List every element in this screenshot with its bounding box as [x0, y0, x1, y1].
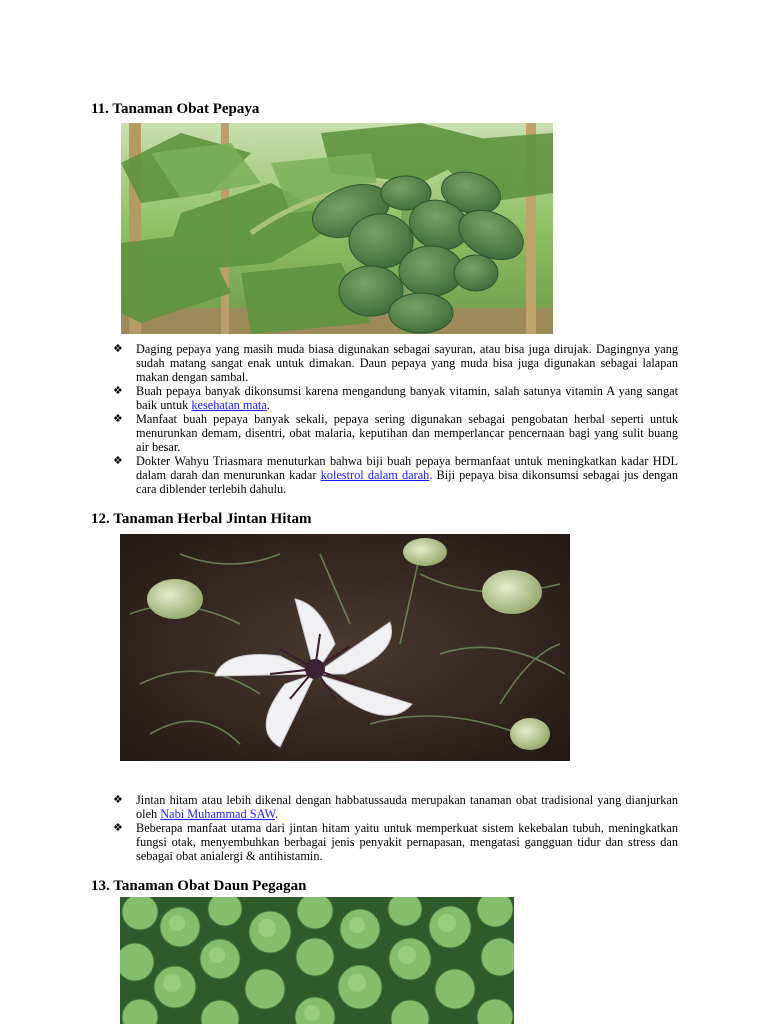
- list-item: ❖ Manfaat buah pepaya banyak sekali, pepaya sering digunakan sebagai pengobatan herbal seperti untuk menurunkan demam, disentri, obat malaria, keputihan dan memperlancar pencernaan bagi yang sulit buang air besar.: [113, 412, 678, 454]
- section-11-bullet-list: [112, 342, 678, 496]
- link-kolestrol-dalam-darah[interactable]: kolestrol dalam darah: [320, 468, 430, 482]
- list-item: ❖ Buah pepaya banyak dikonsumsi karena mengandung banyak vitamin, salah satunya vitamin A yang sangat baik untuk kesehatan mata.: [113, 384, 678, 412]
- section-13-heading: 13. Tanaman Obat Daun Pegagan: [91, 878, 307, 894]
- section-12-bullet-list: [112, 793, 678, 863]
- list-item: ❖ Beberapa manfaat utama dari jintan hitam yaitu untuk memperkuat sistem kekebalan tubuh, meningkatkan fungsi otak, menyembuhkan berbagai jenis penyakit pernapasan, mengatasi gangguan tidur dan stress dan sebagai obat anialergi & antihistamin.: [113, 821, 678, 863]
- pegagan-photo: [120, 897, 514, 1024]
- list-item: ❖ Dokter Wahyu Triasmara menuturkan bahwa biji buah pepaya bermanfaat untuk meningkatkan kadar HDL dalam darah dan menurunkan kadar kolestrol dalam darah. Biji pepaya bisa dikonsumsi sebagai jus dengan cara diblender terlebih dahulu.: [113, 454, 678, 496]
- list-item: ❖ Daging pepaya yang masih muda biasa digunakan sebagai sayuran, atau bisa juga dirujak. Dagingnya yang sudah matang sangat enak untuk dimakan. Daun pepaya yang muda bisa juga digunakan sebagai lalapan makan dengan sambal.: [113, 342, 678, 384]
- black-cumin-photo: [120, 534, 570, 761]
- section-11-heading: 11. Tanaman Obat Pepaya: [91, 101, 260, 117]
- list-item: ❖ Jintan hitam atau lebih dikenal dengan habbatussauda merupakan tanaman obat tradisional yang dianjurkan oleh Nabi Muhammad SAW.: [113, 793, 678, 821]
- link-kesehatan-mata[interactable]: kesehatan mata: [191, 398, 267, 412]
- papaya-photo: [121, 123, 553, 334]
- section-12-heading: 12. Tanaman Herbal Jintan Hitam: [91, 511, 312, 527]
- link-nabi-muhammad[interactable]: Nabi Muhammad SAW: [160, 807, 275, 821]
